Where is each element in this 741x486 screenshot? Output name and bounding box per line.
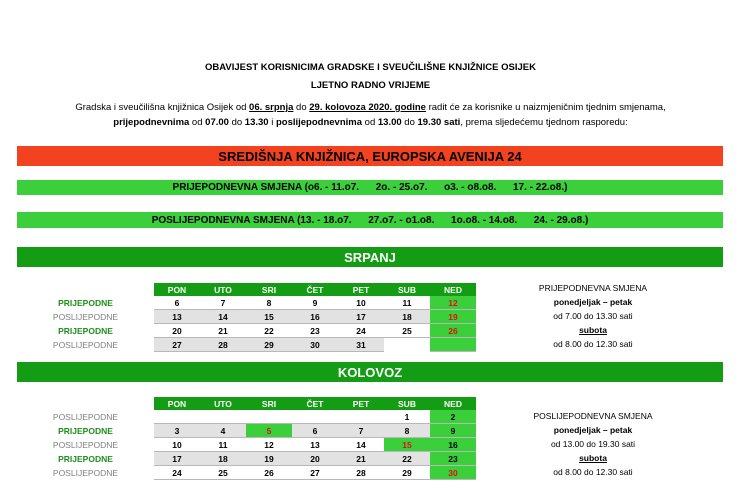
day-cell: 28 xyxy=(200,338,246,352)
intro-pm-to: 19.30 sati xyxy=(417,116,461,128)
day-header: NED xyxy=(430,283,476,296)
sunday-cell: 2 xyxy=(430,410,476,424)
day-header: ČET xyxy=(292,397,338,410)
intro-date-from: 06. srpnja xyxy=(249,102,294,113)
day-cell: 28 xyxy=(338,466,384,480)
day-header: SRI xyxy=(246,283,292,296)
day-cell: 22 xyxy=(246,324,292,338)
intro-am-to: 13.30 xyxy=(244,116,269,128)
row-label-empty xyxy=(17,283,154,296)
day-header: UTO xyxy=(200,397,246,410)
day-header: PON xyxy=(154,283,200,296)
calendar-week-row xyxy=(17,410,476,424)
intro-text: do xyxy=(293,102,310,113)
sunday-cell: 23 xyxy=(430,452,476,466)
day-cell xyxy=(246,410,292,424)
sunday-cell xyxy=(430,338,476,352)
day-cell: 20 xyxy=(154,324,200,338)
shift-label: POSLIJEPODNE xyxy=(52,339,119,350)
shift-label: POSLIJEPODNE xyxy=(52,311,119,322)
calendar-header-row xyxy=(17,397,476,410)
day-cell: 27 xyxy=(292,466,338,480)
intro-text: i xyxy=(268,116,276,128)
day-cell xyxy=(338,410,384,424)
hours-title: PRIJEPODNEVNA SMJENA xyxy=(538,283,648,293)
row-label-empty xyxy=(17,397,154,410)
august-hours-box xyxy=(508,409,678,479)
day-cell: 13 xyxy=(292,438,338,452)
day-cell: 25 xyxy=(200,466,246,480)
shift-label: POSLIJEPODNE xyxy=(52,411,119,422)
day-cell: 11 xyxy=(200,438,246,452)
hours-weekdays: ponedjeljak – petak xyxy=(553,425,633,435)
notice-subtitle: LJETNO RADNO VRIJEME xyxy=(310,80,431,91)
hours-weekday-range: od 7.00 do 13.30 sati xyxy=(553,311,633,321)
shift-label: PRIJEPODNE xyxy=(58,453,113,464)
calendar-header-row xyxy=(17,283,476,296)
day-cell xyxy=(154,410,200,424)
hours-saturday-range: od 8.00 do 12.30 sati xyxy=(553,339,633,349)
day-cell: 11 xyxy=(384,296,430,310)
calendar-week-row xyxy=(17,310,476,324)
july-calendar xyxy=(17,283,476,352)
intro-pm-label: poslijepodnevnima xyxy=(275,116,363,128)
intro-text: do xyxy=(401,116,418,128)
sunday-cell: 19 xyxy=(430,310,476,324)
month-title-august: KOLOVOZ xyxy=(17,362,723,382)
day-cell: 18 xyxy=(200,452,246,466)
sunday-cell: 30 xyxy=(430,466,476,480)
day-cell: 14 xyxy=(200,310,246,324)
august-calendar xyxy=(17,397,476,480)
day-cell: 7 xyxy=(200,296,246,310)
am-shift-bar: PRIJEPODNEVNA SMJENA (o6. - 11.o7. 2o. - 25.o7. o3. - o8.o8. 17. - 22.o8.) xyxy=(17,180,723,195)
holiday-cell: 5 xyxy=(246,424,292,438)
shift-label: PRIJEPODNE xyxy=(58,325,113,336)
day-header: PON xyxy=(154,397,200,410)
day-cell: 7 xyxy=(338,424,384,438)
shift-label: PRIJEPODNE xyxy=(58,297,113,308)
day-cell: 10 xyxy=(338,296,384,310)
intro-text: radit će za korisnike u naizmjeničnim tjednim smjenama, xyxy=(425,102,666,113)
day-cell: 15 xyxy=(246,310,292,324)
shift-label: POSLIJEPODNE xyxy=(52,439,119,450)
hours-weekday-range: od 13.00 do 19.30 sati xyxy=(550,439,636,449)
sunday-cell: 9 xyxy=(430,424,476,438)
intro-text: Gradska i sveučilišna knjižnica Osijek od xyxy=(75,102,250,113)
day-header: PET xyxy=(338,397,384,410)
day-cell: 12 xyxy=(246,438,292,452)
day-cell: 6 xyxy=(292,424,338,438)
day-cell: 29 xyxy=(384,466,430,480)
day-cell: 18 xyxy=(384,310,430,324)
day-cell: 16 xyxy=(292,310,338,324)
day-cell: 19 xyxy=(246,452,292,466)
hours-weekdays: ponedjeljak – petak xyxy=(553,297,633,307)
day-header: UTO xyxy=(200,283,246,296)
pm-shift-bar: POSLIJEPODNEVNA SMJENA (13. - 18.o7. 27.o7. - o1.o8. 1o.o8. - 14.o8. 24. - 29.o8.) xyxy=(17,212,723,228)
day-cell: 24 xyxy=(338,324,384,338)
day-cell: 17 xyxy=(154,452,200,466)
intro-paragraph xyxy=(0,101,741,130)
sunday-cell: 16 xyxy=(430,438,476,452)
day-cell: 13 xyxy=(154,310,200,324)
calendar-week-row xyxy=(17,452,476,466)
calendar-week-row xyxy=(17,466,476,480)
day-cell: 22 xyxy=(384,452,430,466)
day-cell xyxy=(384,338,430,352)
day-cell: 27 xyxy=(154,338,200,352)
notice-title: OBAVIJEST KORISNICIMA GRADSKE I SVEUČILIŠNE KNJIŽNICE OSIJEK xyxy=(205,62,536,73)
day-cell: 21 xyxy=(338,452,384,466)
day-cell: 8 xyxy=(246,296,292,310)
hours-saturday: subota xyxy=(579,453,607,463)
sunday-cell: 26 xyxy=(430,324,476,338)
library-banner: SREDIŠNJA KNJIŽNICA, EUROPSKA AVENIJA 24 xyxy=(17,146,723,166)
day-cell: 25 xyxy=(384,324,430,338)
day-cell: 29 xyxy=(246,338,292,352)
day-header: SRI xyxy=(246,397,292,410)
day-cell: 23 xyxy=(292,324,338,338)
hours-saturday-range: od 8.00 do 12.30 sati xyxy=(553,467,633,477)
day-cell: 3 xyxy=(154,424,200,438)
day-cell xyxy=(292,410,338,424)
sunday-cell: 12 xyxy=(430,296,476,310)
day-header: ČET xyxy=(292,283,338,296)
intro-date-to: 29. kolovoza 2020. godine xyxy=(309,102,426,113)
day-cell: 8 xyxy=(384,424,430,438)
july-hours-box xyxy=(508,281,678,351)
day-cell: 10 xyxy=(154,438,200,452)
intro-pm-from: 13.00 xyxy=(377,116,402,128)
intro-text: od xyxy=(189,116,206,128)
day-cell: 9 xyxy=(292,296,338,310)
day-cell xyxy=(200,410,246,424)
calendar-week-row xyxy=(17,338,476,352)
shift-label: PRIJEPODNE xyxy=(58,425,113,436)
day-cell: 30 xyxy=(292,338,338,352)
day-cell: 17 xyxy=(338,310,384,324)
day-header: SUB xyxy=(384,397,430,410)
day-cell: 20 xyxy=(292,452,338,466)
day-cell: 26 xyxy=(246,466,292,480)
intro-text: od xyxy=(362,116,378,128)
intro-text: do xyxy=(228,116,245,128)
day-cell: 24 xyxy=(154,466,200,480)
day-cell: 4 xyxy=(200,424,246,438)
shift-label: POSLIJEPODNE xyxy=(52,467,119,478)
day-header: PET xyxy=(338,283,384,296)
intro-text: , prema sljedećemu tjednom rasporedu: xyxy=(460,116,628,128)
hours-saturday: subota xyxy=(579,325,607,335)
day-cell: 6 xyxy=(154,296,200,310)
calendar-week-row xyxy=(17,296,476,310)
day-cell: 14 xyxy=(338,438,384,452)
day-cell: 31 xyxy=(338,338,384,352)
day-header: NED xyxy=(430,397,476,410)
calendar-week-row xyxy=(17,438,476,452)
month-title-july: SRPANJ xyxy=(17,247,723,267)
day-cell: 1 xyxy=(384,410,430,424)
holiday-cell: 15 xyxy=(384,438,430,452)
hours-title: POSLIJEPODNEVNA SMJENA xyxy=(533,411,653,421)
calendar-week-row xyxy=(17,324,476,338)
calendar-week-row xyxy=(17,424,476,438)
day-header: SUB xyxy=(384,283,430,296)
intro-am-label: prijepodnevnima xyxy=(113,116,190,128)
day-cell: 21 xyxy=(200,324,246,338)
intro-am-from: 07.00 xyxy=(205,116,229,128)
